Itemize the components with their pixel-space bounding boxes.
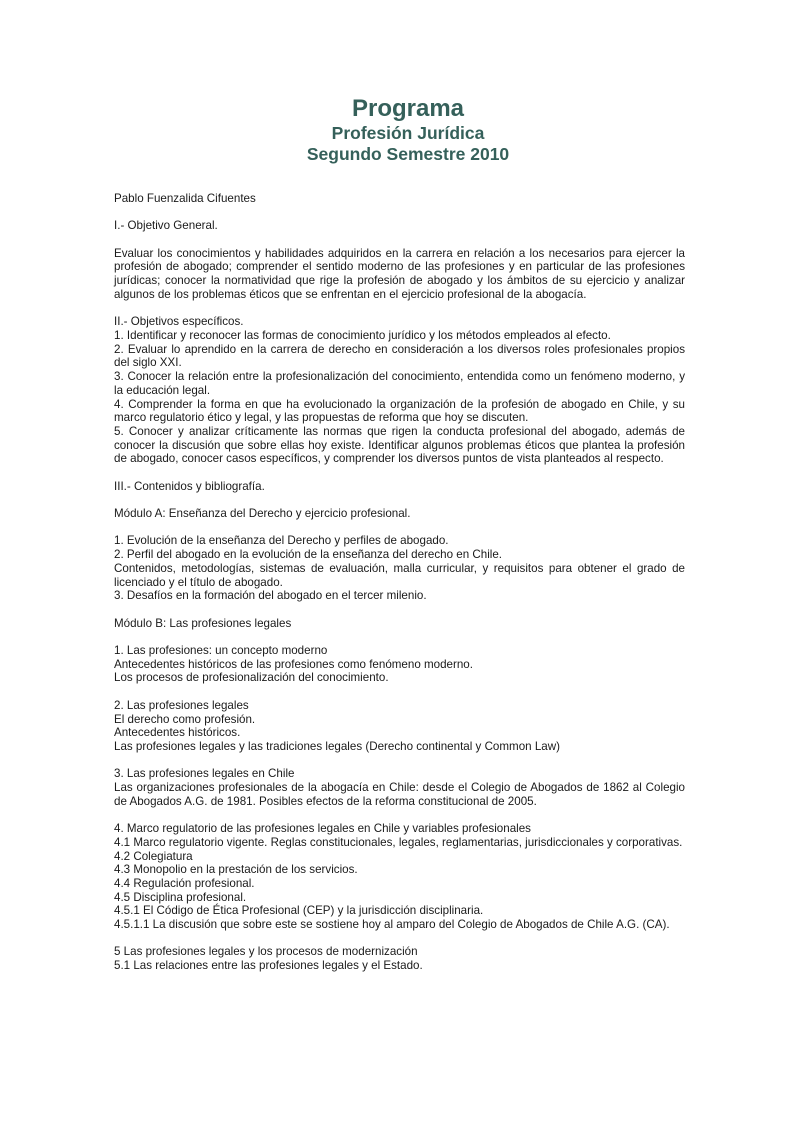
- semester-title: Segundo Semestre 2010: [306, 144, 510, 164]
- module-b-line: 1. Las profesiones: un concepto moderno: [114, 644, 328, 658]
- specific-objective-item: 1. Identificar y reconocer las formas de conocimiento jurídico y los métodos empleados al efecto.: [114, 328, 611, 342]
- module-b-line: 4.5.1 El Código de Ética Profesional (CEP) y la jurisdicción disciplinaria.: [114, 904, 484, 918]
- page-title: Programa: [351, 95, 465, 122]
- document-page: [114, 95, 685, 973]
- specific-objective-item: 4. Comprender la forma en que ha evolucionado la organización de la profesión de abogado en Chile, y su marco regulatorio ético y legal, y las propuestas de reforma que hoy se discuten.: [114, 397, 685, 425]
- module-b-line: Los procesos de profesionalización del conocimiento.: [114, 671, 389, 685]
- module-b-line: 3. Las profesiones legales en Chile: [114, 767, 295, 781]
- module-b-line: El derecho como profesión.: [114, 712, 256, 726]
- module-a-heading: Módulo A: Enseñanza del Derecho y ejercicio profesional.: [114, 507, 411, 521]
- module-b-line: 2. Las profesiones legales: [114, 698, 249, 712]
- specific-objective-item: 3. Conocer la relación entre la profesionalización del conocimiento, entendida como un fenómeno moderno, y la educación legal.: [114, 370, 685, 397]
- module-a-line: 3. Desafíos en la formación del abogado en el tercer milenio.: [114, 589, 427, 603]
- module-b-line: 4.5 Disciplina profesional.: [114, 890, 247, 904]
- module-b-line: Antecedentes históricos de las profesiones como fenómeno moderno.: [114, 657, 473, 671]
- module-a-line: Contenidos, metodologías, sistemas de evaluación, malla curricular, y requisitos para obtener el grado de licenciado y el título de abogado.: [114, 561, 685, 589]
- module-b-line: Las profesiones legales y las tradiciones legales (Derecho continental y Common Law): [114, 739, 560, 753]
- course-title: Profesión Jurídica: [331, 123, 485, 143]
- general-objective-heading: I.- Objetivo General.: [114, 219, 218, 233]
- module-b-line: Antecedentes históricos.: [114, 726, 241, 740]
- module-a-line: 1. Evolución de la enseñanza del Derecho y perfiles de abogado.: [114, 534, 449, 548]
- module-b-line: 4.5.1.1 La discusión que sobre este se sostiene hoy al amparo del Colegio de Abogados de Chile A.G. (CA).: [114, 918, 670, 932]
- module-b-line: 4.3 Monopolio en la prestación de los servicios.: [114, 863, 358, 877]
- module-b-line: 5.1 Las relaciones entre las profesiones legales y el Estado.: [114, 959, 423, 973]
- specific-objectives-heading: II.- Objetivos específicos.: [114, 315, 244, 329]
- module-b-line: 5 Las profesiones legales y los procesos de modernización: [114, 945, 418, 959]
- module-b-heading: Módulo B: Las profesiones legales: [114, 616, 292, 630]
- general-objective-text: Evaluar los conocimientos y habilidades adquiridos en la carrera en relación a los necesarios para ejercer la profesión de abogado; comprender el sentido moderno de las profesiones y en particular de las profesiones jurídicas; conocer la normatividad que rige la profesión de abogado y los ámbitos de su ejercicio y analizar algunos de los problemas éticos que se enfrentan en el ejercicio profesional de la abogacía.: [114, 246, 685, 301]
- title-block: [131, 95, 685, 165]
- module-b-line: Las organizaciones profesionales de la abogacía en Chile: desde el Colegio de Abogados de 1862 al Colegio de Abogados A.G. de 1981. Posibles efectos de la reforma constitucional de 2005.: [114, 781, 685, 808]
- specific-objective-item: 5. Conocer y analizar críticamente las normas que rigen la conducta profesional del abogado, además de conocer la discusión que sobre ellas hoy existe. Identificar algunos problemas éticos que plantea la profesión de abogado, conocer casos específicos, y comprender los diversos puntos de vista planteados al respecto.: [114, 424, 685, 466]
- module-b-line: 4. Marco regulatorio de las profesiones legales en Chile y variables profesionales: [114, 822, 531, 836]
- module-b-line: 4.1 Marco regulatorio vigente. Reglas constitucionales, legales, reglamentarias, jurisdiccionales y corporativas.: [114, 835, 683, 849]
- module-a-line: 2. Perfil del abogado en la evolución de la enseñanza del derecho en Chile.: [114, 548, 503, 562]
- module-b-line: 4.4 Regulación profesional.: [114, 876, 255, 890]
- author-name: Pablo Fuenzalida Cifuentes: [114, 192, 256, 205]
- contents-heading: III.- Contenidos y bibliografía.: [114, 479, 265, 493]
- module-b-line: 4.2 Colegiatura: [114, 849, 193, 863]
- specific-objective-item: 2. Evaluar lo aprendido en la carrera de derecho en consideración a los diversos roles profesionales propios del siglo XXI.: [114, 342, 685, 370]
